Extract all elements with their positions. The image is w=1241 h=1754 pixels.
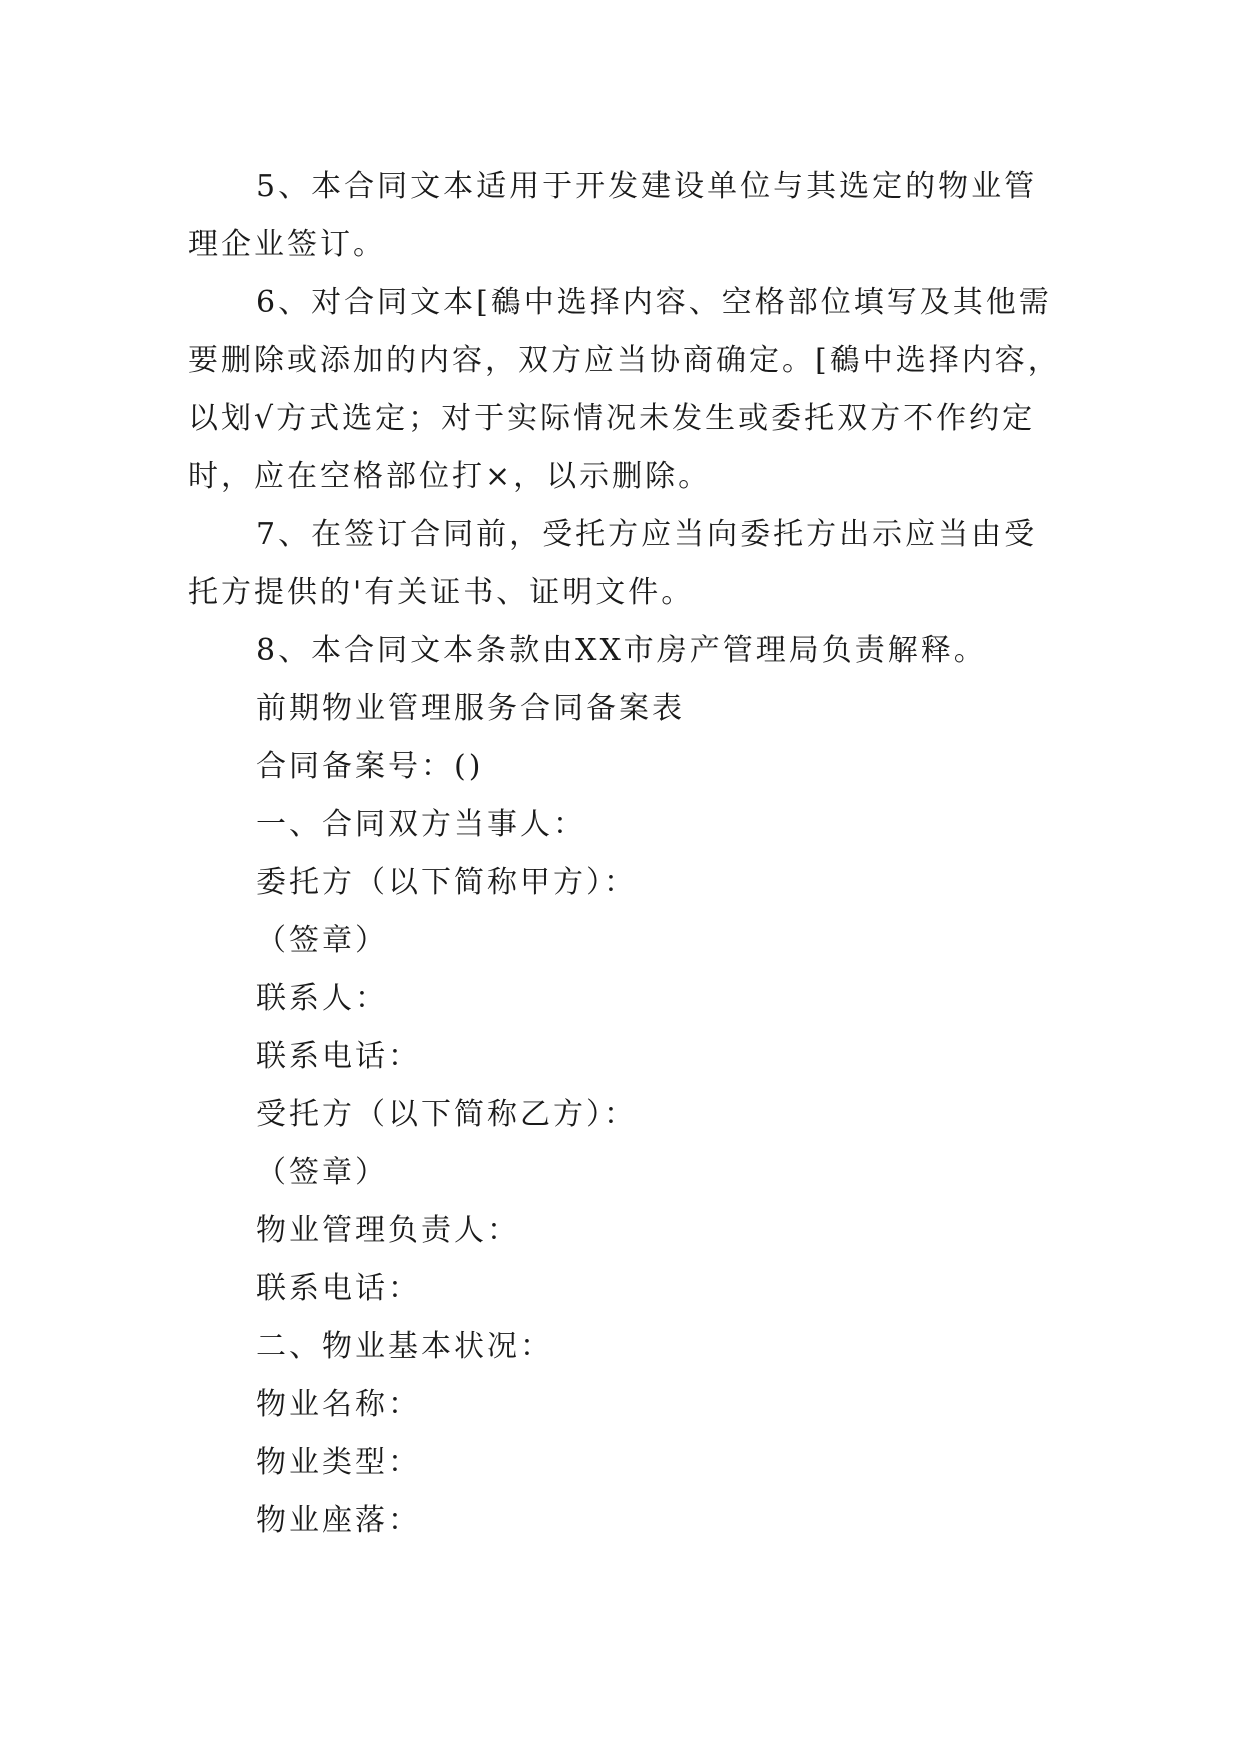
section-2-heading: 二、物业基本状况： [256,1329,553,1364]
property-name: 物业名称： [256,1387,421,1422]
party-b-label: 受托方（以下简称乙方）： [256,1097,637,1132]
property-type: 物业类型： [256,1445,421,1480]
form-title: 前期物业管理服务合同备案表 [256,691,685,726]
paragraph-8: 8、本合同文本条款由XX市房产管理局负责解释。 [256,633,987,668]
party-b-manager: 物业管理负责人： [256,1213,520,1248]
party-a-label: 委托方（以下简称甲方）： [256,865,637,900]
party-b-seal: （签章） [256,1155,388,1190]
document-body [188,158,1068,1550]
paragraph-6-line-3: 以划√方式选定；对于实际情况未发生或委托双方不作约定 [188,401,1036,436]
property-location: 物业座落： [256,1503,421,1538]
section-1-heading: 一、合同双方当事人： [256,807,586,842]
party-a-phone: 联系电话： [256,1039,421,1074]
party-a-seal: （签章） [256,923,388,958]
paragraph-7-line-2: 托方提供的'有关证书、证明文件。 [188,575,695,610]
paragraph-5-line-1: 5、本合同文本适用于开发建设单位与其选定的物业管 [256,169,1038,204]
party-b-phone: 联系电话： [256,1271,421,1306]
record-number: 合同备案号：() [256,749,484,784]
paragraph-6-line-4: 时，应在空格部位打×，以示删除。 [188,459,712,494]
paragraph-5-line-2: 理企业签订。 [188,227,386,262]
party-a-contact: 联系人： [256,981,388,1016]
paragraph-6-line-2: 要删除或添加的内容，双方应当协商确定。[鵗中选择内容， [188,343,1061,378]
paragraph-7-line-1: 7、在签订合同前，受托方应当向委托方出示应当由受 [256,517,1038,552]
paragraph-6-line-1: 6、对合同文本[鵗中选择内容、空格部位填写及其他需 [256,285,1052,320]
